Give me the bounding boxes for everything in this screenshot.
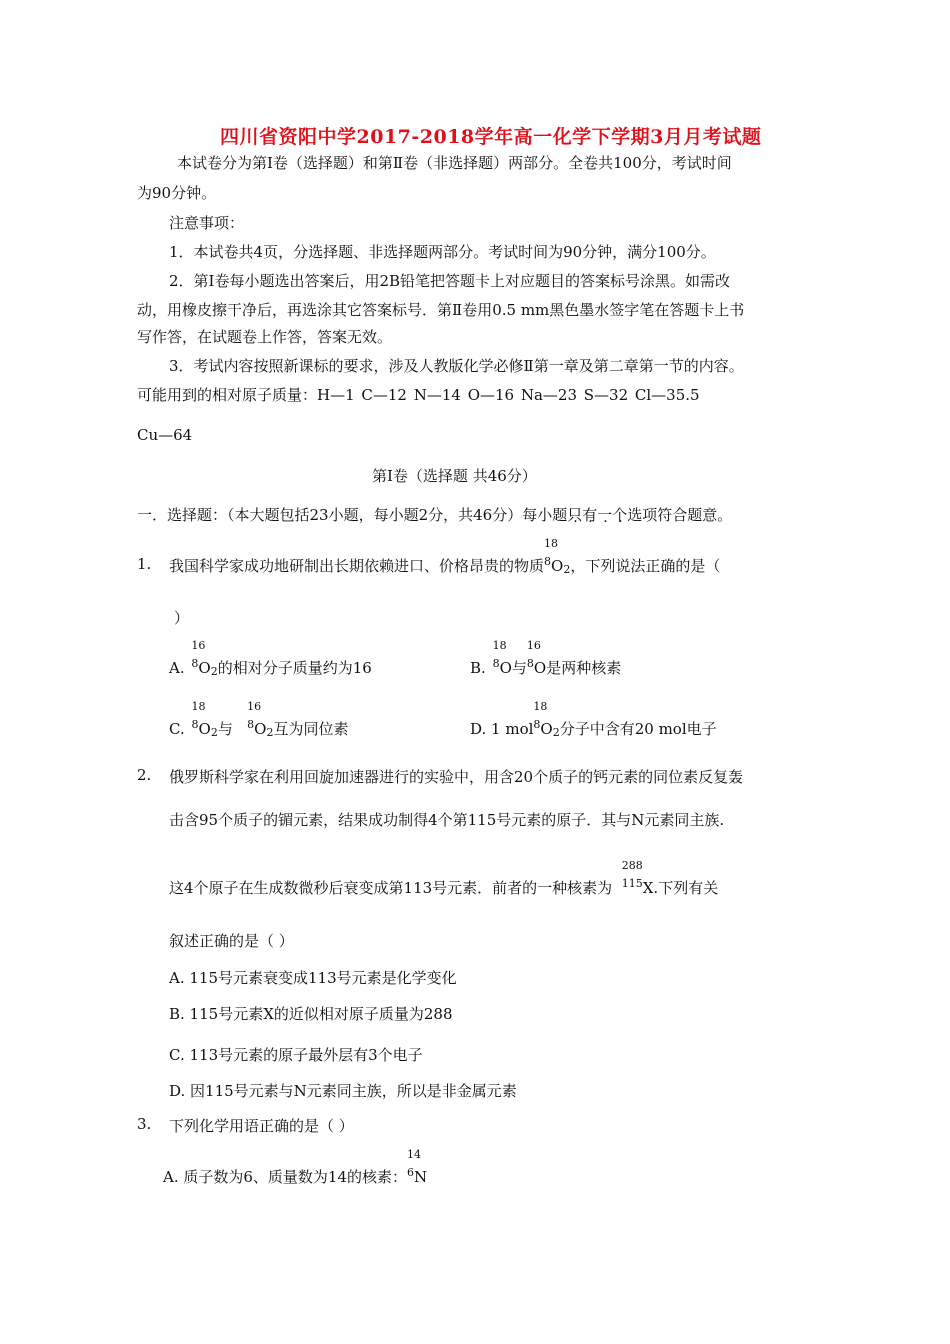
isotope-o18: 18 $^8$O2 <box>544 537 571 576</box>
part-one-instruction <box>137 504 732 525</box>
q1-option-a: A. 16 $^8$O2的相对分子质量约为16 <box>169 639 372 678</box>
q2-option-a: A. 115号元素衰变成113号元素是化学变化 <box>169 969 457 987</box>
isotope-o16: 16 $^8$O2 <box>191 639 218 678</box>
intro-line-2: 为90分钟。 <box>137 184 217 202</box>
isotope-o18: 18 $^8$O2 <box>533 700 560 739</box>
q1-stem: 我国科学家成功地研制出长期依赖进口、价格昂贵的物质 18 $^8$O2，下列说法正确的是（ <box>169 537 721 576</box>
q1-option-c: C. 18 $^8$O2与 16 $^8$O2互为同位素 <box>169 700 349 739</box>
q1-option-d: D. 1 mol 18 $^8$O2分子中含有20 mol电子 <box>470 700 717 739</box>
q2-option-d: D. 因115号元素与N元素同主族，所以是非金属元素 <box>169 1082 517 1100</box>
note-2-line-3: 写作答，在试题卷上作答，答案无效。 <box>137 328 393 346</box>
isotope-x288: 288 $^{115}$X <box>621 859 654 897</box>
part-one-prefix: 一．选择题：（本大题包括23小题，每小题2分，共46分）每小题 <box>137 506 568 524</box>
part-one-suffix: 选项符合题意。 <box>627 506 733 524</box>
q3-option-a: A. 质子数为6、质量数为14的核素： 14 $^6$N <box>163 1148 428 1186</box>
q2-line-2: 击含95个质子的镅元素，结果成功制得4个第115号元素的原子．其与N元素同主族. <box>169 811 725 829</box>
intro-line-1: 本试卷分为第Ⅰ卷（选择题）和第Ⅱ卷（非选择题）两部分。全卷共100分，考试时间 <box>177 154 732 172</box>
isotope-o18: 18 $^8$O <box>492 639 512 677</box>
q2-option-b: B. 115号元素X的近似相对原子质量为288 <box>169 1005 453 1023</box>
isotope-o18: 18 $^8$O2 <box>191 700 218 739</box>
notes-heading: 注意事项： <box>169 214 245 232</box>
note-2-line-1: 2．第Ⅰ卷每小题选出答案后，用2B铅笔把答题卡上对应题目的答案标号涂黑。如需改 <box>169 272 731 290</box>
emphasis-char: 有 <box>582 506 598 524</box>
q3-number: 3. <box>137 1115 152 1133</box>
q1-number: 1. <box>137 555 152 573</box>
atomic-masses-line-2: Cu—64 <box>137 426 193 444</box>
q2-line-3: 这4个原子在生成数微秒后衰变成第113号元素．前者的一种核素为 288 $^{115}$X.下列有关 <box>169 859 719 897</box>
q3-stem: 下列化学用语正确的是（ ） <box>169 1117 354 1135</box>
isotope-o16: 16 $^8$O <box>526 639 547 677</box>
page-title: 四川省资阳中学2017-2018学年高一化学下学期3月月考试题 <box>220 126 762 148</box>
q2-option-c: C. 113号元素的原子最外层有3个电子 <box>169 1046 423 1064</box>
isotope-o16: 16 $^8$O2 <box>247 700 274 739</box>
q2-number: 2. <box>137 766 152 784</box>
q2-line-1: 俄罗斯科学家在利用回旋加速器进行的实验中，用含20个质子的钙元素的同位素反复轰 <box>169 768 744 786</box>
note-2-line-2: 动，用橡皮擦干净后，再选涂其它答案标号．第Ⅱ卷用0.5 mm黑色墨水签字笔在答题卡上书 <box>137 301 745 319</box>
q1-option-b: B. 18 $^8$O与 16 $^8$O是两种核素 <box>470 639 622 677</box>
q2-line-4: 叙述正确的是（ ） <box>169 932 294 950</box>
emphasis-char: 只 <box>567 506 583 524</box>
emphasis-char: 个 <box>612 506 628 524</box>
section-heading: 第Ⅰ卷（选择题 共46分） <box>372 467 537 485</box>
q1-paren-close: ） <box>174 609 190 627</box>
emphasis-char: 一 <box>597 506 613 524</box>
note-1: 1．本试卷共4页，分选择题、非选择题两部分。考试时间为90分钟，满分100分。 <box>169 243 716 261</box>
note-3: 3．考试内容按照新课标的要求，涉及人教版化学必修Ⅱ第一章及第二章第一节的内容。 <box>169 357 744 375</box>
isotope-n14: 14 $^6$N <box>407 1148 428 1186</box>
atomic-masses-line-1: 可能用到的相对原子质量：H—1 C—12 N—14 O—16 Na—23 S—32 Cl—35.5 <box>137 386 700 404</box>
